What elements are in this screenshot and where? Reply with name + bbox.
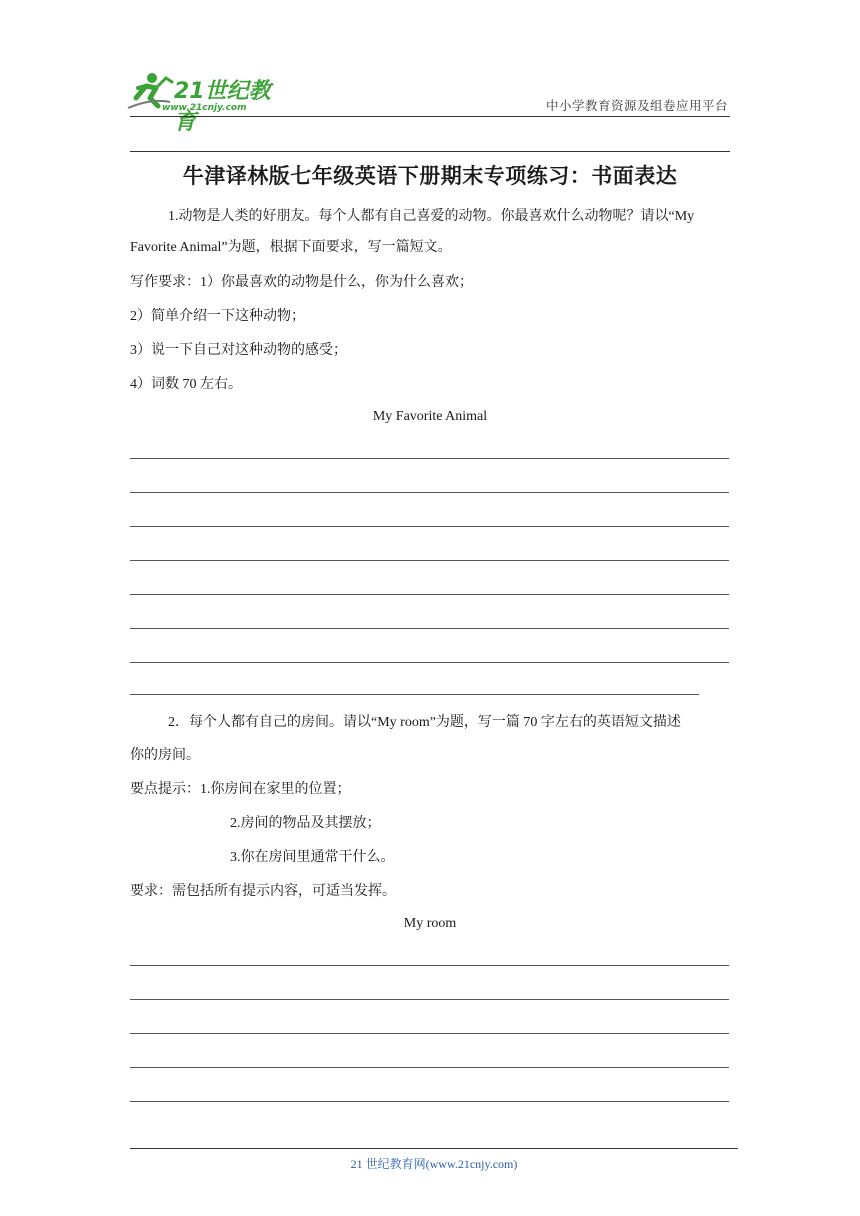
q1-prompt-line2: Favorite Animal”为题，根据下面要求，写一篇短文。 [130, 240, 452, 255]
logo-text: 21世纪教育 [174, 79, 271, 135]
q1-requirement-2: 2）简单介绍一下这种动物； [130, 309, 305, 324]
q1-writing-line[interactable] [130, 594, 729, 595]
q1-writing-line-short[interactable] [130, 694, 699, 695]
q2-writing-line[interactable] [130, 1033, 729, 1034]
q1-requirement-4: 4）词数 70 左右。 [130, 377, 242, 392]
header-rule [130, 116, 730, 117]
q2-prompt-line2: 你的房间。 [130, 748, 200, 763]
q2-writing-line[interactable] [130, 965, 729, 966]
logo-url: www.21cnjy.com [162, 103, 247, 113]
q1-essay-title: My Favorite Animal [372, 409, 488, 424]
q1-writing-line[interactable] [130, 662, 729, 663]
footer-link[interactable]: 21 世纪教育网(www.21cnjy.com) [350, 1157, 518, 1171]
q1-writing-line[interactable] [130, 628, 729, 629]
q1-requirement-3: 3）说一下自己对这种动物的感受； [130, 343, 347, 358]
q1-requirement-1: 写作要求：1）你最喜欢的动物是什么，你为什么喜欢； [130, 275, 473, 290]
header-rule-lower [130, 151, 730, 152]
q2-writing-line[interactable] [130, 1067, 729, 1068]
q2-writing-line[interactable] [130, 999, 729, 1000]
platform-label: 中小学教育资源及组卷应用平台 [545, 99, 728, 113]
q2-essay-title: My room [403, 916, 457, 931]
site-logo [122, 68, 292, 135]
q1-writing-line[interactable] [130, 492, 729, 493]
footer-rule [130, 1148, 738, 1149]
q1-writing-line[interactable] [130, 526, 729, 527]
page-title: 牛津译林版七年级英语下册期末专项练习：书面表达 [182, 164, 678, 188]
q2-requirement: 要求：需包括所有提示内容，可适当发挥。 [130, 884, 396, 899]
q2-hint-1: 要点提示：1.你房间在家里的位置； [130, 782, 351, 797]
q2-hint-3: 3.你在房间里通常干什么。 [230, 850, 395, 865]
q2-writing-line[interactable] [130, 1101, 729, 1102]
q2-hint-2: 2.房间的物品及其摆放； [230, 816, 381, 831]
q1-writing-line[interactable] [130, 560, 729, 561]
q1-prompt-line1: 1.动物是人类的好朋友。每个人都有自己喜爱的动物。你最喜欢什么动物呢？请以“My [168, 209, 695, 224]
q1-writing-line[interactable] [130, 458, 729, 459]
q2-prompt-line1: 2．每个人都有自己的房间。请以“My room”为题，写一篇 70 字左右的英语短文描述 [168, 715, 681, 730]
